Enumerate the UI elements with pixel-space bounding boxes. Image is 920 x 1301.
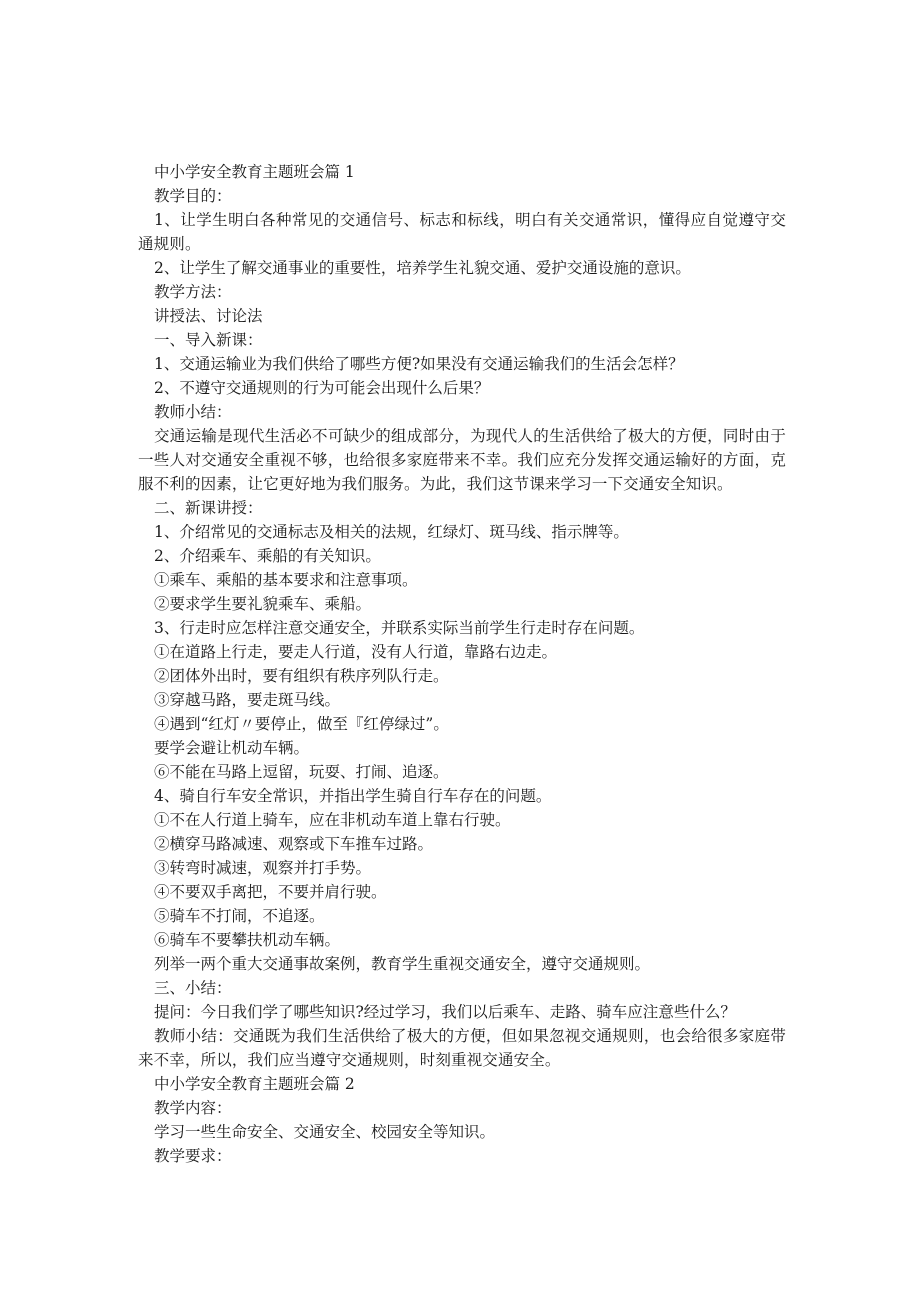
heading-new-lesson: 二、新课讲授： — [154, 499, 263, 517]
lesson-subitem: ①乘车、乘船的基本要求和注意事项。 — [154, 571, 418, 589]
case-study-text: 列举一两个重大交通事故案例，教育学生重视交通安全，遵守交通规则。 — [154, 955, 651, 973]
lesson-item-4: 4、骑自行车安全常识，并指出学生骑自行车存在的问题。 — [154, 787, 552, 805]
lesson-subitem: ④遇到“红灯〃要停止，做至『红停绿过”。 — [154, 715, 449, 733]
heading-teaching-content: 教学内容： — [154, 1099, 232, 1117]
lesson-subitem: ④不要双手离把，不要并肩行驶。 — [154, 883, 387, 901]
lesson-subitem: ⑥骑车不要攀扶机动车辆。 — [154, 931, 341, 949]
section-title-2: 中小学安全教育主题班会篇 2 — [154, 1075, 355, 1093]
lesson-subitem: ②团体外出时，要有组织有秩序列队行走。 — [154, 667, 449, 685]
lesson-subitem: ⑥不能在马路上逗留，玩耍、打闹、追逐。 — [154, 763, 449, 781]
heading-teacher-summary: 教师小结： — [154, 403, 232, 421]
lesson-subitem: ②要求学生要礼貌乘车、乘船。 — [154, 595, 372, 613]
summary-paragraph: 教师小结：交通既为我们生活供给了极大的方便，但如果忽视交通规则，也会给很多家庭带来不幸，所以，我们应当遵守交通规则，时刻重视交通安全。 — [138, 1027, 786, 1069]
lesson-item-2: 2、介绍乘车、乘船的有关知识。 — [154, 547, 381, 565]
lesson-subitem: ⑤骑车不打闹，不追逐。 — [154, 907, 325, 925]
goal-item-2: 2、让学生了解交通事业的重要性，培养学生礼貌交通、爱护交通设施的意识。 — [154, 259, 691, 277]
document-body — [138, 160, 786, 1168]
goal-item-1: 1、让学生明白各种常见的交通信号、标志和标线，明白有关交通常识，懂得应自觉遵守交通规则。 — [138, 211, 786, 253]
lesson-subitem: ①在道路上行走，要走人行道，没有人行道，靠路右边走。 — [154, 643, 558, 661]
intro-question-2: 2、不遵守交通规则的行为可能会出现什么后果？ — [154, 379, 490, 397]
heading-teaching-goal: 教学目的： — [154, 187, 232, 205]
intro-question-1: 1、交通运输业为我们供给了哪些方便?如果没有交通运输我们的生活会怎样？ — [154, 355, 684, 373]
lesson-subitem: ③转弯时减速，观察并打手势。 — [154, 859, 372, 877]
heading-summary: 三、小结： — [154, 979, 232, 997]
teacher-summary-paragraph: 交通运输是现代生活必不可缺少的组成部分，为现代人的生活供给了极大的方便，同时由于一些人对交通安全重视不够，也给很多家庭带来不幸。我们应充分发挥交通运输好的方面，克服不利的因素，让它更好地为我们服务。为此，我们这节课来学习一下交通安全知识。 — [138, 427, 786, 493]
lesson-subitem: ①不在人行道上骑车，应在非机动车道上靠右行驶。 — [154, 811, 511, 829]
heading-teaching-requirements: 教学要求： — [154, 1147, 232, 1165]
lesson-item-1: 1、介绍常见的交通标志及相关的法规，红绿灯、斑马线、指示牌等。 — [154, 523, 629, 541]
heading-teaching-method: 教学方法： — [154, 283, 232, 301]
lesson-item-3: 3、行走时应怎样注意交通安全，并联系实际当前学生行走时存在问题。 — [154, 619, 645, 637]
heading-intro: 一、导入新课： — [154, 331, 263, 349]
lesson-subitem: ②横穿马路减速、观察或下车推车过路。 — [154, 835, 434, 853]
summary-question: 提问：今日我们学了哪些知识?经过学习，我们以后乘车、走路、骑车应注意些什么？ — [154, 1003, 736, 1021]
teaching-content-text: 学习一些生命安全、交通安全、校园安全等知识。 — [154, 1123, 496, 1141]
lesson-subitem: ③穿越马路，要走斑马线。 — [154, 691, 341, 709]
teaching-method-text: 讲授法、讨论法 — [154, 307, 263, 325]
lesson-subitem: 要学会避让机动车辆。 — [154, 739, 310, 757]
section-title-1: 中小学安全教育主题班会篇 1 — [154, 163, 355, 181]
